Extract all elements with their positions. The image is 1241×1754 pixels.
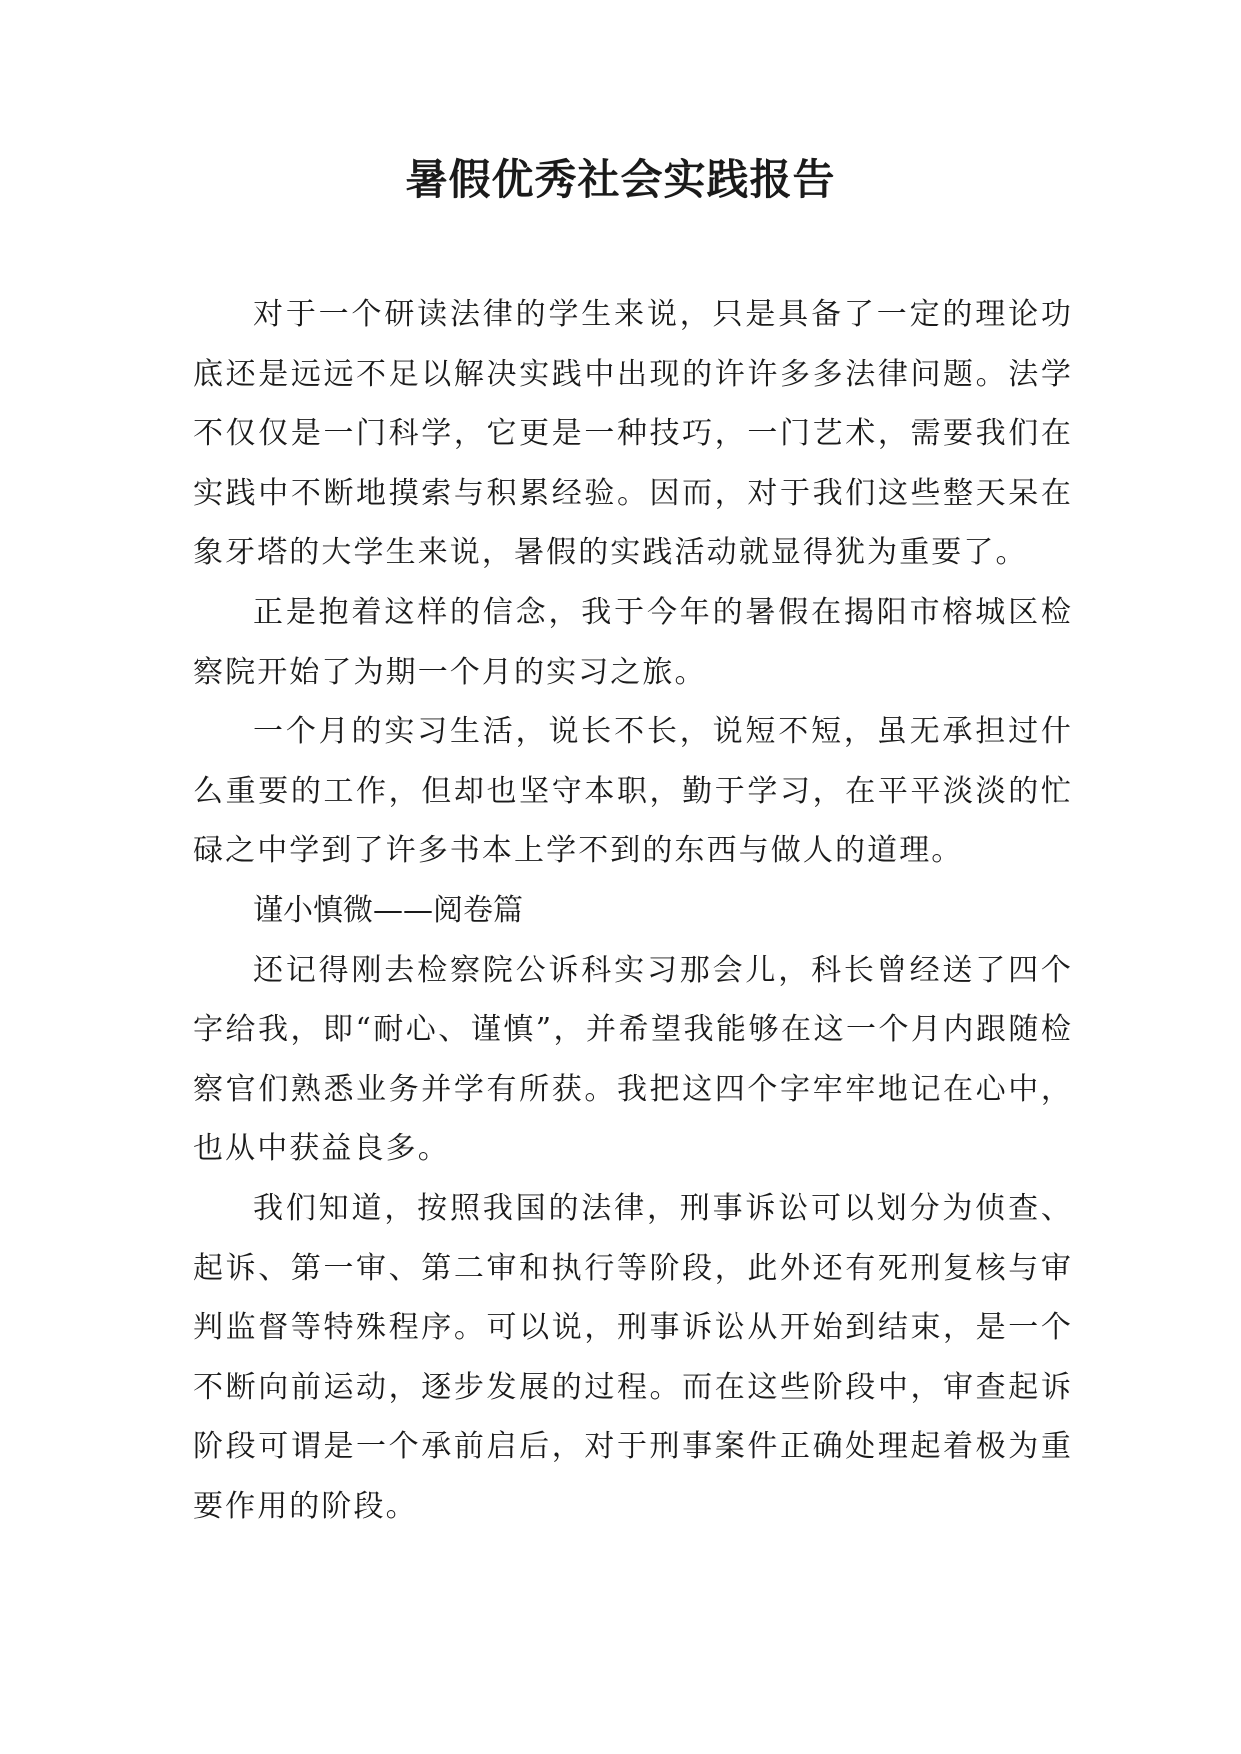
document-title: 暑假优秀社会实践报告	[405, 155, 836, 204]
section-heading-reading-files: 谨小慎微——阅卷篇	[253, 892, 523, 928]
paragraph-month-summary: 一个月的实习生活，说长不长，说短不短，虽无承担过什么重要的工作，但却也坚守本职，勤于学习，在平平淡淡的忙碌之中学到了许多书本上学不到的东西与做人的道理。	[193, 714, 1073, 869]
paragraph-intro: 对于一个研读法律的学生来说，只是具备了一定的理论功底还是远远不足以解决实践中出现的许许多多法律问题。法学不仅仅是一门科学，它更是一种技巧，一门艺术，需要我们在实践中不断地摸索与积累经验。因而，对于我们这些整天呆在象牙塔的大学生来说，暑假的实践活动就显得犹为重要了。	[193, 297, 1073, 571]
document-body	[193, 285, 1073, 1536]
paragraph-internship-start: 正是抱着这样的信念，我于今年的暑假在揭阳市榕城区检察院开始了为期一个月的实习之旅。	[193, 594, 1073, 690]
paragraph-criminal-procedure: 我们知道，按照我国的法律，刑事诉讼可以划分为侦查、起诉、第一审、第二审和执行等阶段，此外还有死刑复核与审判监督等特殊程序。可以说，刑事诉讼从开始到结束，是一个不断向前运动，逐步发展的过程。而在这些阶段中，审查起诉阶段可谓是一个承前启后，对于刑事案件正确处理起着极为重要作用的阶段。	[193, 1190, 1073, 1524]
paragraph-patience-caution: 还记得刚去检察院公诉科实习那会儿，科长曾经送了四个字给我，即“耐心、谨慎”，并希望我能够在这一个月内跟随检察官们熟悉业务并学有所获。我把这四个字牢牢地记在心中，也从中获益良多。	[193, 952, 1073, 1167]
